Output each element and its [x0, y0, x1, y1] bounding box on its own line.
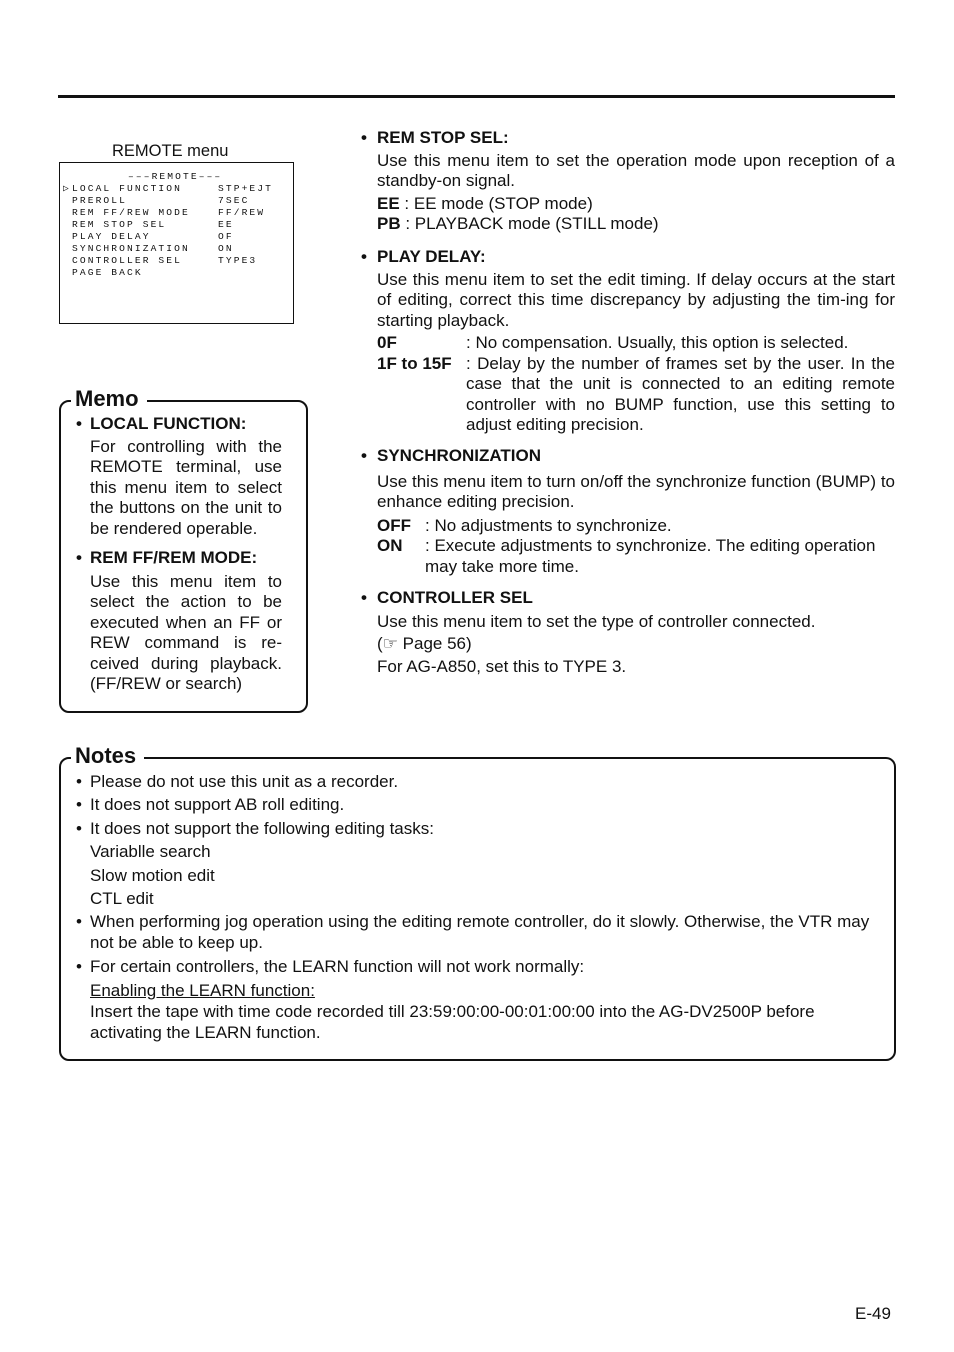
cursor-triangle-icon: ▷ [63, 183, 71, 194]
section-heading: • CONTROLLER SEL [361, 588, 533, 607]
section-text: Use this menu item to turn on/off the synchronize function (BUMP) to enhance editing precision. [377, 471, 895, 511]
note-subitem: CTL edit [90, 889, 154, 909]
note-item: • When performing jog operation using the editing remote controller, do it slowly. Otherwise, the VTR may not be able to keep up. [76, 912, 870, 952]
menu-screen-title: –––REMOTE––– [128, 171, 223, 182]
note-subitem: Insert the tape with time code recorded till 23:59:00:00-00:01:00:00 into the AG-DV2500P before activating the LEARN function. [90, 1002, 815, 1042]
header-rule [58, 95, 895, 98]
section-heading: • REM STOP SEL: [361, 128, 509, 147]
memo-item-heading: • LOCAL FUNCTION: [76, 414, 247, 433]
memo-title: Memo [71, 387, 147, 411]
option-row: 1F to 15F : Delay by the number of frames set by the user. In the case that the unit is connected to an editing remote controller with no BUMP function, use this setting to adjust editing precision. [377, 353, 895, 434]
menu-row: SYNCHRONIZATION ON [72, 243, 234, 254]
page-reference: (☞ Page 56) [377, 634, 472, 653]
notes-content [76, 770, 876, 1043]
menu-row: ▷LOCAL FUNCTION STP+EJT [63, 183, 274, 194]
option-row: EE : EE mode (STOP mode) [377, 193, 593, 213]
memo-item-heading: • REM FF/REM MODE: [76, 548, 258, 567]
note-item: • It does not support AB roll editing. [76, 795, 345, 815]
note-subitem: Slow motion edit [90, 865, 215, 885]
menu-caption: REMOTE menu [112, 142, 229, 160]
memo-item-text: Use this menu item to select the action to be executed when an FF or REW command is re-ceived during playback. (FF/REW or search) [90, 571, 282, 693]
section-text: Use this menu item to set the operation mode upon reception of a standby-on signal. [377, 150, 895, 190]
section-rem-stop-sel [361, 128, 895, 235]
section-heading: • PLAY DELAY: [361, 247, 486, 266]
memo-content [76, 414, 282, 695]
menu-row: REM STOP SEL EE [72, 219, 234, 230]
note-item: • Please do not use this unit as a recorder. [76, 772, 399, 791]
option-row: ON : Execute adjustments to synchronize. The editing operation may take more time. [377, 536, 876, 576]
menu-row: PAGE BACK [72, 267, 143, 278]
section-controller-sel [361, 588, 895, 677]
section-heading: • SYNCHRONIZATION [361, 446, 542, 465]
section-play-delay [361, 247, 895, 436]
menu-row: PLAY DELAY OF [72, 231, 234, 242]
section-synchronization [361, 446, 895, 577]
menu-row: CONTROLLER SEL TYPE3 [72, 255, 258, 266]
section-text: Use this menu item to set the edit timing. If delay occurs at the start of editing, correct this time discrepancy by adjusting the tim-ing for starting playback. [377, 269, 895, 330]
menu-row: REM FF/REW MODE FF/REW [72, 207, 266, 218]
option-row: OFF : No adjustments to synchronize. [377, 515, 672, 535]
note-subitem: Variablle search [90, 842, 211, 862]
remote-menu-screen [59, 162, 294, 324]
pointing-hand-icon: ☞ [382, 634, 398, 653]
option-row: 0F : No compensation. Usually, this option is selected. [377, 333, 849, 352]
note-item: • It does not support the following editing tasks: [76, 818, 434, 838]
section-text: Use this menu item to set the type of controller connected. [377, 611, 816, 631]
option-row: PB : PLAYBACK mode (STILL mode) [377, 214, 659, 233]
memo-item-text: For controlling with the REMOTE terminal, use this menu item to select the buttons on the unit to be rendered operable. [90, 436, 282, 538]
note-item: • For certain controllers, the LEARN function will not work normally: [76, 957, 585, 977]
notes-title: Notes [71, 744, 144, 768]
page-number: E-49 [855, 1304, 891, 1323]
section-extra: For AG-A850, set this to TYPE 3. [377, 656, 627, 676]
menu-row: PREROLL 7SEC [72, 195, 250, 206]
note-subheading: Enabling the LEARN function: [90, 980, 315, 1000]
